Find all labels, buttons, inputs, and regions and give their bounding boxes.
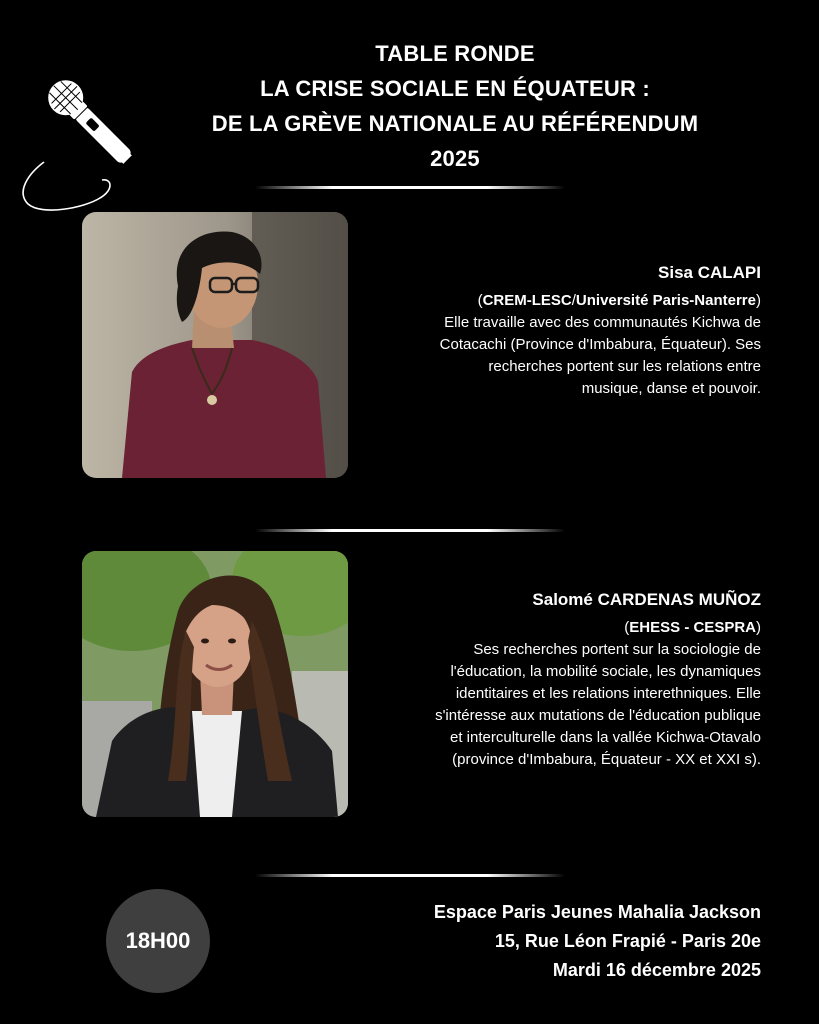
speaker-photo-calapi bbox=[82, 212, 348, 478]
description-line: recherches portent sur les relations entre bbox=[488, 358, 761, 375]
event-time: 18H00 bbox=[125, 928, 191, 953]
affiliation-close: ) bbox=[756, 292, 761, 309]
description-line: l'éducation, la mobilité sociale, les dynamiques bbox=[450, 663, 761, 680]
title-line-1: TABLE RONDE bbox=[375, 41, 535, 66]
description-line: Elle travaille avec des communautés Kichwa de bbox=[444, 314, 761, 331]
event-venue-info bbox=[434, 898, 761, 985]
speaker-photo-cardenas bbox=[82, 551, 348, 817]
title-line-4: 2025 bbox=[430, 146, 480, 171]
affiliation-lab: EHESS - CESPRA bbox=[629, 619, 756, 636]
description-line: s'intéresse aux mutations de l'éducation publique bbox=[435, 707, 761, 724]
divider-top bbox=[255, 186, 565, 189]
divider-bottom bbox=[255, 874, 565, 877]
speaker-cardenas bbox=[435, 589, 761, 771]
description-line: musique, danse et pouvoir. bbox=[581, 380, 761, 397]
microphone-icon bbox=[14, 66, 154, 216]
venue-name: Espace Paris Jeunes Mahalia Jackson bbox=[433, 902, 761, 922]
description-line: (province d'Imbabura, Équateur - XX et XXI s). bbox=[452, 751, 761, 768]
speaker-calapi bbox=[440, 262, 761, 400]
speaker-affiliation bbox=[435, 617, 761, 639]
event-date: Mardi 16 décembre 2025 bbox=[552, 960, 761, 980]
affiliation-university: Université Paris-Nanterre bbox=[575, 292, 756, 309]
speaker-description bbox=[435, 639, 761, 771]
speaker-description bbox=[440, 312, 761, 400]
title-line-3: DE LA GRÈVE NATIONALE AU RÉFÉRENDUM bbox=[211, 111, 699, 136]
description-line: Cotacachi (Province d'Imbabura, Équateur). Ses bbox=[439, 336, 761, 353]
affiliation-open: ( bbox=[477, 292, 483, 309]
description-line: Ses recherches portent sur la sociologie de bbox=[473, 641, 761, 658]
affiliation-open: ( bbox=[624, 619, 630, 636]
divider-middle bbox=[255, 529, 565, 532]
venue-address: 15, Rue Léon Frapié - Paris 20e bbox=[494, 931, 761, 951]
event-time-badge bbox=[106, 889, 210, 993]
description-line: et interculturelle dans la vallée Kichwa-Otavalo bbox=[450, 729, 761, 746]
speaker-affiliation bbox=[440, 290, 761, 312]
speaker-name: Salomé CARDENAS MUÑOZ bbox=[532, 590, 761, 609]
affiliation-sep: / bbox=[571, 292, 576, 309]
speaker-name: Sisa CALAPI bbox=[658, 263, 761, 282]
affiliation-lab: CREM-LESC bbox=[482, 292, 572, 309]
event-title bbox=[140, 36, 770, 176]
description-line: identitaires et les relations interethniques. Elle bbox=[455, 685, 761, 702]
affiliation-close: ) bbox=[756, 619, 761, 636]
title-line-2: LA CRISE SOCIALE EN ÉQUATEUR : bbox=[260, 76, 650, 101]
